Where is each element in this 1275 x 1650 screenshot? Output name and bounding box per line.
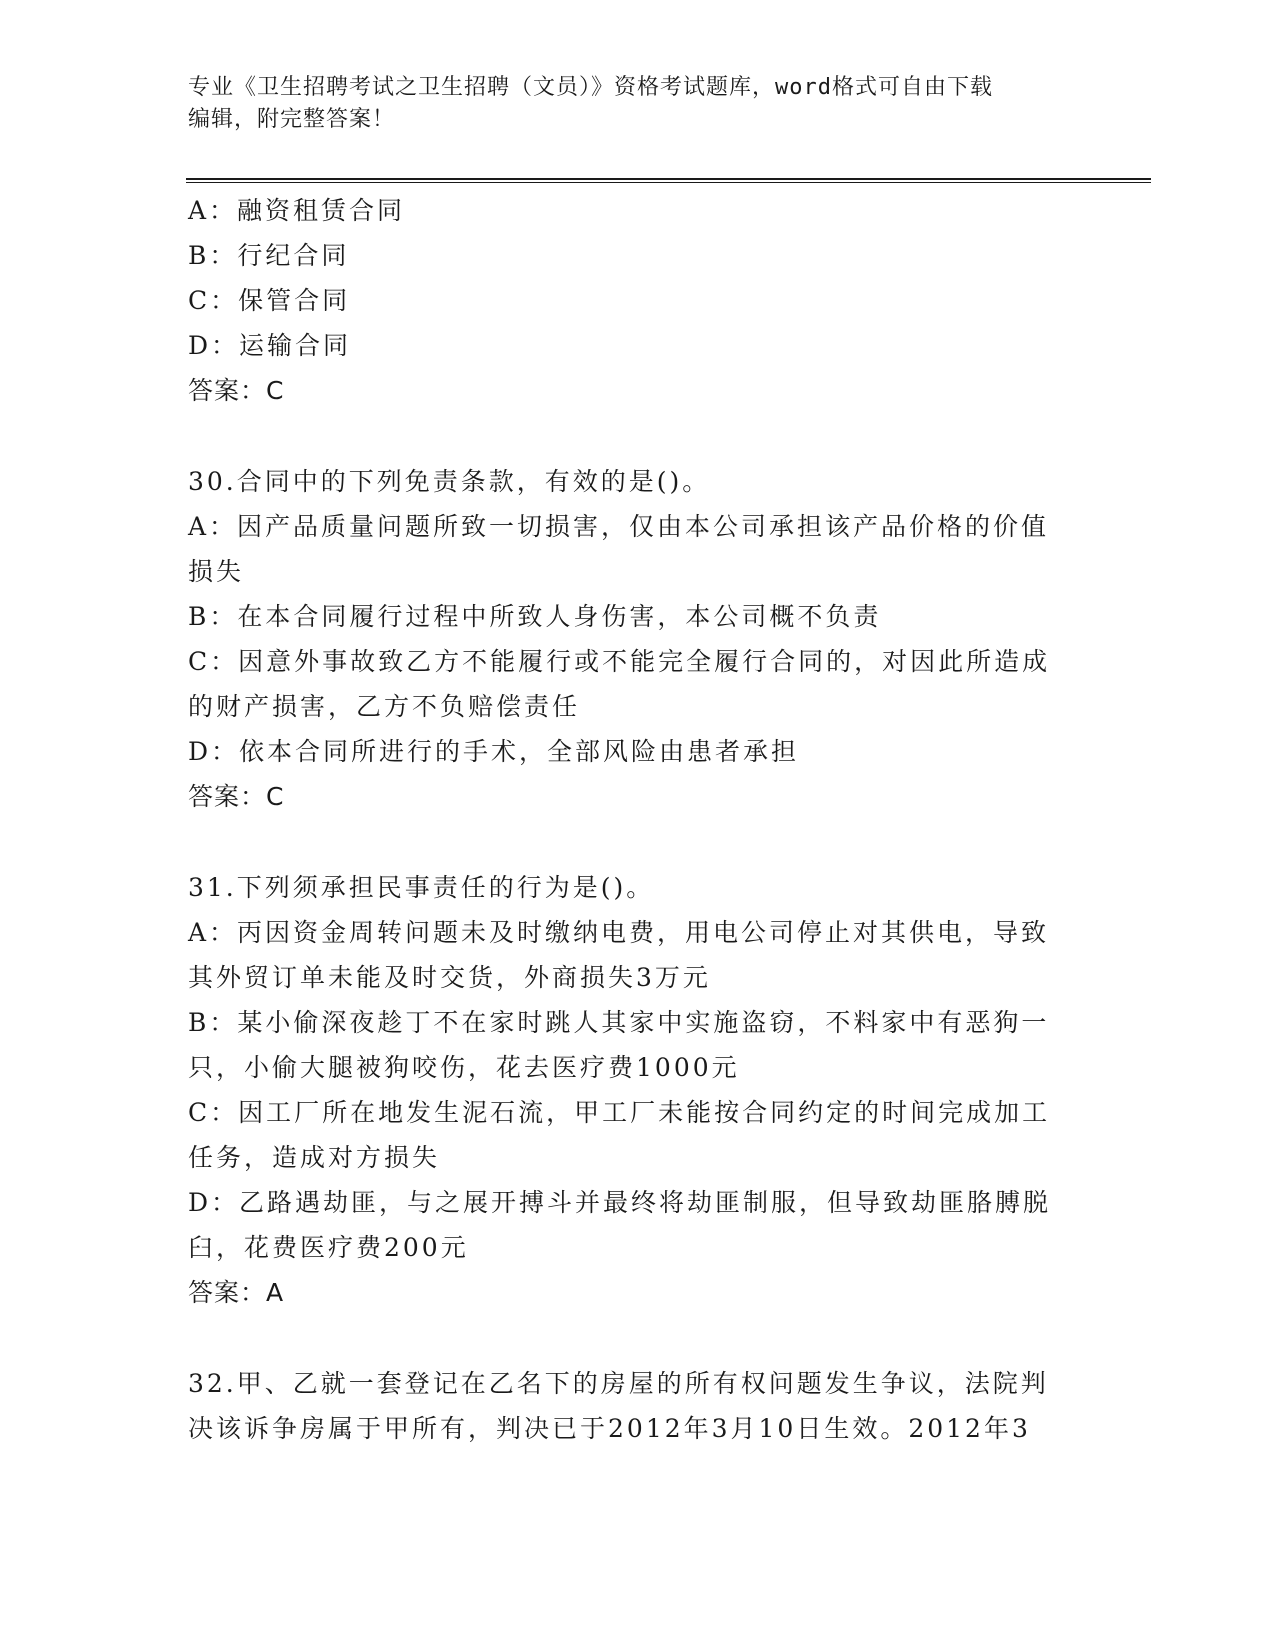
spacer [188, 413, 1068, 459]
question-block-31 [188, 865, 1068, 1315]
option-a-cont: 其外贸订单未能及时交货，外商损失3万元 [188, 963, 711, 992]
answer-line: 答案：C [188, 376, 285, 405]
option-b: B：在本合同履行过程中所致人身伤害，本公司概不负责 [188, 602, 882, 631]
option-a: A：融资租赁合同 [188, 196, 406, 225]
header-rule-thick [186, 178, 1151, 180]
option-c: C：保管合同 [188, 286, 351, 315]
option-d: D：运输合同 [188, 331, 352, 360]
question-block-30 [188, 459, 1068, 819]
question-stem: 30.合同中的下列免责条款，有效的是()。 [188, 467, 711, 496]
question-stem-cont: 决该诉争房属于甲所有，判决已于2012年3月10日生效。2012年3 [188, 1414, 1031, 1443]
option-c: C：因意外事故致乙方不能履行或不能完全履行合同的，对因此所造成 [188, 647, 1051, 676]
option-b-cont: 只，小偷大腿被狗咬伤，花去医疗费1000元 [188, 1053, 740, 1082]
answer-line: 答案：C [188, 782, 285, 811]
option-c: C：因工厂所在地发生泥石流，甲工厂未能按合同约定的时间完成加工 [188, 1098, 1051, 1127]
option-b: B：行纪合同 [188, 241, 350, 270]
option-d: D：乙路遇劫匪，与之展开搏斗并最终将劫匪制服，但导致劫匪胳膊脱 [188, 1188, 1052, 1217]
question-block-32 [188, 1361, 1068, 1451]
question-stem: 31.下列须承担民事责任的行为是()。 [188, 873, 655, 902]
option-d: D：依本合同所进行的手术，全部风险由患者承担 [188, 737, 800, 766]
question-content [188, 188, 1068, 1451]
header-rule-thin [186, 182, 1151, 183]
option-b: B：某小偷深夜趁丁不在家时跳人其家中实施盗窃，不料家中有恶狗一 [188, 1008, 1050, 1037]
option-c-cont: 的财产损害，乙方不负赔偿责任 [188, 692, 581, 721]
question-block-prev [188, 188, 1068, 413]
question-stem: 32.甲、乙就一套登记在乙名下的房屋的所有权问题发生争议，法院判 [188, 1369, 1049, 1398]
header-line-1: 专业《卫生招聘考试之卫生招聘（文员）》资格考试题库，word格式可自由下载 [188, 75, 993, 100]
option-a-cont: 损失 [188, 557, 245, 586]
option-c-cont: 任务，造成对方损失 [188, 1143, 441, 1172]
answer-line: 答案：A [188, 1278, 285, 1307]
option-d-cont: 臼，花费医疗费200元 [188, 1233, 469, 1262]
spacer [188, 1315, 1068, 1361]
header-line-2: 编辑，附完整答案！ [188, 107, 396, 132]
spacer [188, 819, 1068, 865]
document-header [188, 72, 1068, 136]
option-a: A：丙因资金周转问题未及时缴纳电费，用电公司停止对其供电，导致 [188, 918, 1050, 947]
option-a: A：因产品质量问题所致一切损害，仅由本公司承担该产品价格的价值 [188, 512, 1050, 541]
